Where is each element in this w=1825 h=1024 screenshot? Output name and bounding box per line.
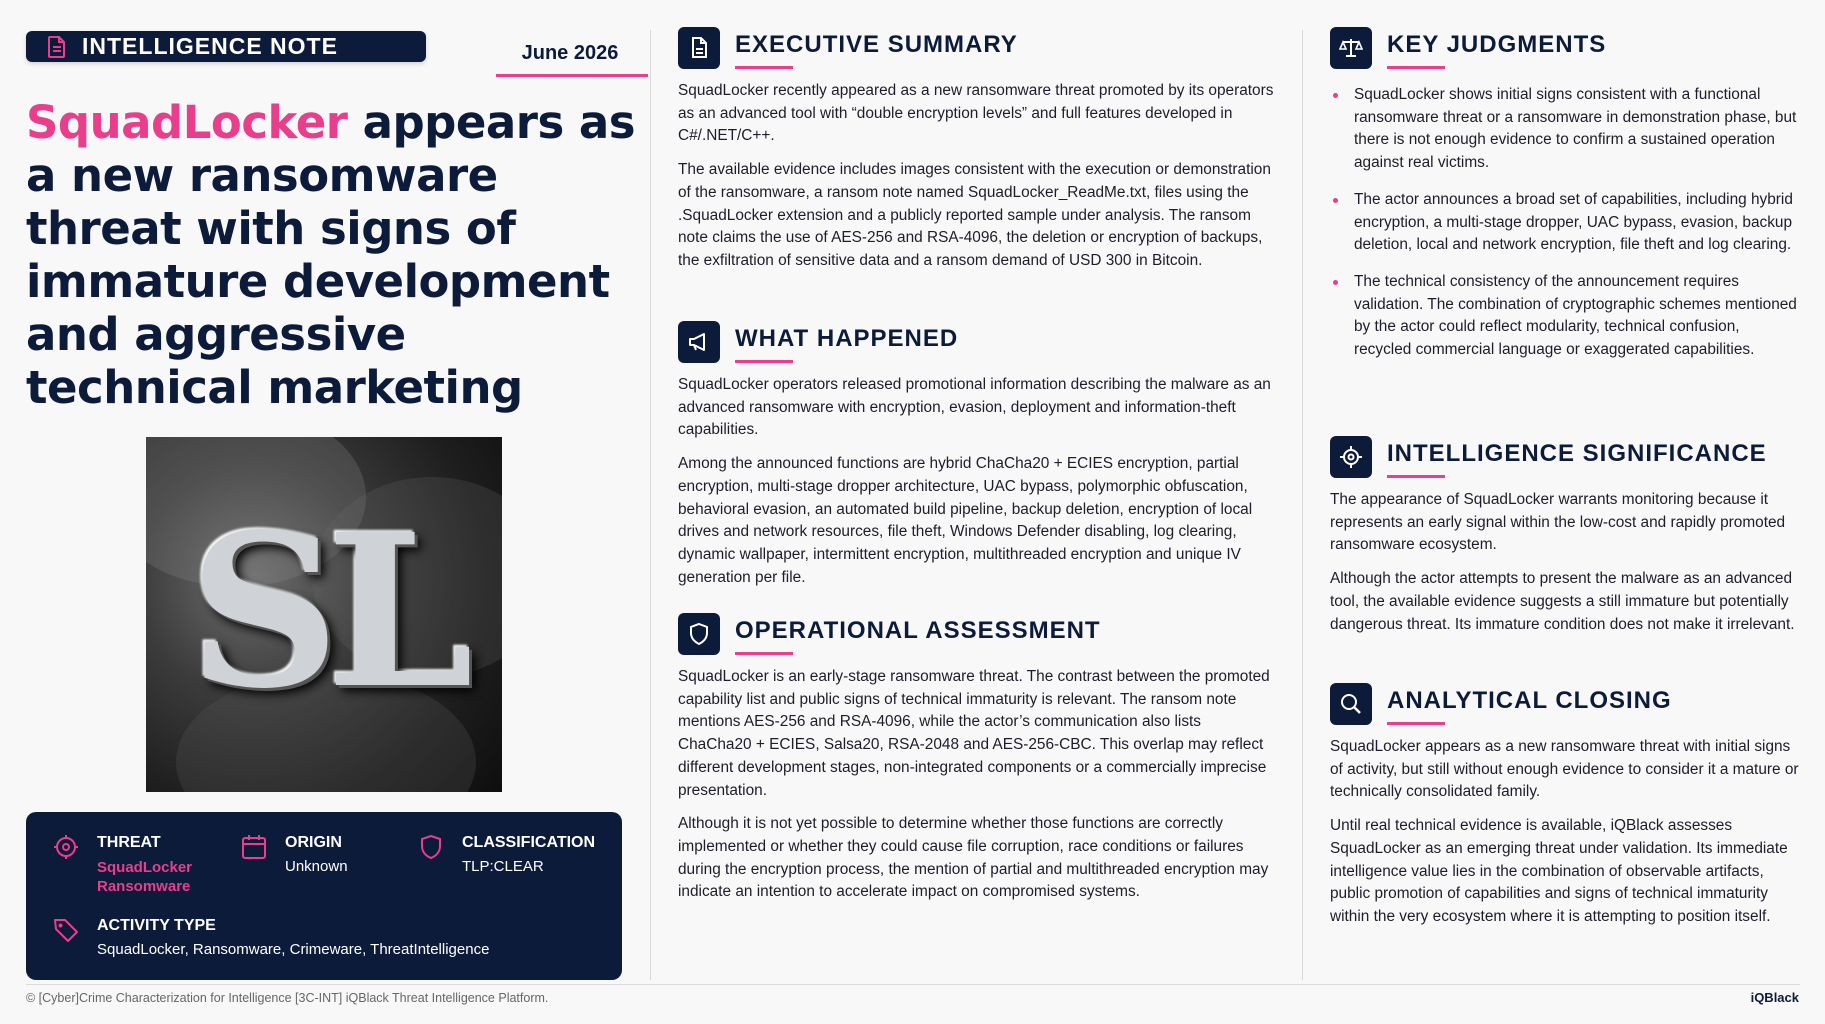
footer-brand: iQBlack (1750, 990, 1799, 1005)
threat-info-card (26, 812, 622, 980)
divider-right (1302, 30, 1303, 980)
judgments-list (1330, 84, 1800, 362)
page-title (26, 96, 646, 414)
threat-label: THREAT (97, 834, 161, 851)
activity-value: SquadLocker, Ransomware, Crimeware, ThreatIntelligence (97, 941, 490, 958)
magnifier-icon (1330, 683, 1372, 725)
paragraph: SquadLocker operators released promotional information describing the malware as an advanced ransomware with encryption, evasion, deployment and information-theft capabilities. (678, 376, 1271, 439)
classification-field (462, 834, 595, 875)
list-item: SquadLocker shows initial signs consistent with a functional ransomware threat or a ransomware in demonstration phase, but there is not enough evidence to confirm a sustained operation against real victims. (1330, 84, 1800, 175)
paragraph: SquadLocker is an early-stage ransomware threat. The contrast between the promoted capability list and public signs of technical immaturity is relevant. The ransom note mentions AES-256 and RSA-4096, while the actor’s communication also lists ChaCha20 + ECIES, Salsa20, RSA-2048 and AES-256-CBC. This overlap may reflect different development stages, non-integrated components or a commercially imprecise presentation. (678, 668, 1270, 799)
shield-icon (418, 834, 444, 860)
title-highlight: SquadLocker (26, 96, 348, 149)
list-item: The actor announces a broad set of capabilities, including hybrid encryption, a multi-stage dropper, UAC bypass, evasion, backup deletion, local and network encryption, file theft and log clearing. (1330, 189, 1800, 257)
megaphone-icon (678, 321, 720, 363)
logo-letters: SL (188, 488, 460, 735)
intelligence-note-badge (26, 31, 426, 62)
activity-label: ACTIVITY TYPE (97, 917, 216, 934)
squadlocker-logo-image (146, 437, 502, 792)
paragraph: SquadLocker recently appeared as a new ransomware threat promoted by its operators as an advanced tool with “double encryption levels” and full features developed in C#/.NET/C++. (678, 82, 1274, 145)
what-happened-section (678, 321, 1278, 600)
target-icon (1330, 436, 1372, 478)
classification-label: CLASSIFICATION (462, 834, 596, 851)
paragraph: The available evidence includes images consistent with the execution or demonstration of the ransomware, a ransom note named SquadLocker_ReadMe.txt, files using the .SquadLocker extension and a publicly reported sample under analysis. The ransom note claims the use of AES-256 and RSA-4096, the deletion or encryption of backups, the exfiltration of sensitive data and a ransom demand of USD 300 in Bitcoin. (678, 161, 1271, 269)
origin-label: ORIGIN (285, 834, 342, 851)
paragraph: SquadLocker appears as a new ransomware threat with initial signs of activity, but still without enough evidence to consider it a mature or technically consolidated family. (1330, 738, 1799, 801)
list-item: The technical consistency of the announcement requires validation. The combination of cryptographic schemes mentioned by the actor could reflect modularity, technical confusion, recycled commercial language or exaggerated capabilities. (1330, 271, 1800, 362)
crosshair-icon (53, 834, 79, 860)
calendar-icon (241, 834, 267, 860)
key-judgments-section (1330, 27, 1800, 376)
analytical-closing-section (1330, 683, 1800, 940)
tag-icon (53, 917, 79, 943)
section-title: EXECUTIVE SUMMARY (735, 31, 1018, 58)
activity-field (97, 917, 489, 958)
report-date: June 2026 (521, 42, 619, 64)
title-rest: appears as a new ransomware threat with signs of immature development and aggressive technical marketing (26, 96, 636, 414)
badge-label: INTELLIGENCE NOTE (82, 33, 338, 59)
section-title: WHAT HAPPENED (735, 325, 959, 352)
date-underline (496, 74, 648, 77)
paragraph: Although the actor attempts to present the malware as an advanced tool, the available evidence suggests a still immature but potentially dangerous threat. Its immature condition does not make it irrelevant. (1330, 570, 1795, 633)
footer-copyright: © [Cyber]Crime Characterization for Intelligence [3C-INT] iQBlack Threat Intelligence Platform. (26, 991, 549, 1005)
executive-summary-section (678, 27, 1278, 284)
divider-left (650, 30, 651, 980)
paragraph: Until real technical evidence is available, iQBlack assesses SquadLocker as an emerging threat under validation. Its immediate intelligence value lies in the combination of observable artifacts, public promotion of capabilities and signs of technical immaturity within the very ecosystem where it is attempting to position itself. (1330, 817, 1788, 925)
paragraph: The appearance of SquadLocker warrants monitoring because it represents an early signal within the low-cost and rapidly promoted ransomware ecosystem. (1330, 491, 1786, 554)
threat-field (97, 834, 227, 896)
section-title: ANALYTICAL CLOSING (1387, 687, 1672, 714)
operational-assessment-section (678, 613, 1278, 915)
origin-field (285, 834, 348, 875)
paragraph: Although it is not yet possible to determine whether those functions are correctly implemented or whether they could cause file corruption, race conditions or failures during the encryption process, the mention of partial and multithreaded encryption may indicate an intention to accelerate impact on compromised systems. (678, 815, 1269, 901)
paragraph: Among the announced functions are hybrid ChaCha20 + ECIES encryption, partial encryption, multi-stage dropper architecture, UAC bypass, polymorphic obfuscation, behavioral evasion, an automated build pipeline, backup deletion, encryption of local drives and network resources, file theft, Windows Defender disabling, log clearing, dynamic wallpaper, intermittent encryption, multithreaded encryption and unique IV generation per file. (678, 455, 1253, 586)
section-title: OPERATIONAL ASSESSMENT (735, 617, 1101, 644)
section-title: INTELLIGENCE SIGNIFICANCE (1387, 440, 1767, 467)
threat-value: SquadLocker Ransomware (97, 859, 193, 895)
origin-value: Unknown (285, 858, 348, 875)
document-icon (46, 35, 68, 59)
footer-divider (26, 984, 1800, 985)
intelligence-significance-section (1330, 436, 1800, 647)
classification-value: TLP:CLEAR (462, 858, 544, 875)
scale-icon (1330, 27, 1372, 69)
document-icon (678, 27, 720, 69)
section-title: KEY JUDGMENTS (1387, 31, 1607, 58)
shield-icon (678, 613, 720, 655)
